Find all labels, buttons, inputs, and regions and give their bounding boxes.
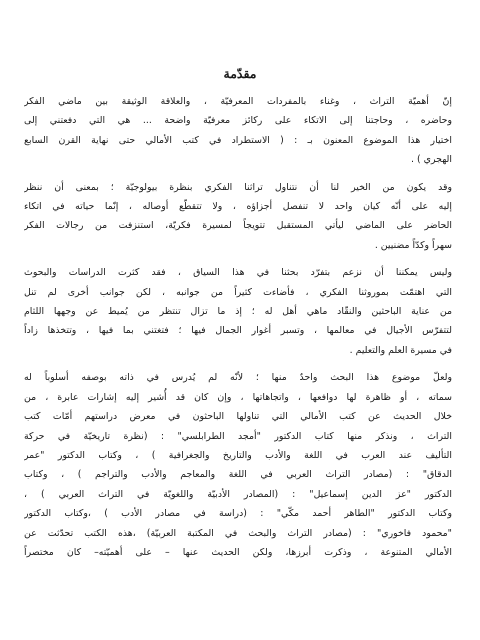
text-line: اختيار هذا الموضوع المعنون بـ : ( الاستطراد في كتب الأمالي حتى نهاية القرن السابع: [24, 134, 452, 146]
document-body: [24, 92, 452, 570]
text-line: وليس يمكننا أن نزعم بتفرّد بحثنا في هذا السياق ، فقد كثرت الدراسات والبحوث: [24, 267, 452, 279]
text-line: التراث ، ونذكر منها كتاب الدكتور "أمجد الطرابلسي" : (نظرة تاريخيّة في حركة: [24, 430, 452, 442]
text-line: سهراً وكدّاً مضنيين .: [374, 239, 452, 251]
text-line: إليه على أنّه كيان واحد لا تنفصل أجزاؤه ، ولا تتقطّع أوصاله ، إنّما حياته في اتكاء: [24, 201, 452, 213]
text-line: "محمود فاخوري" : (مصادر التراث والبحث في المكتبة العربيّة) ،هذه الكتب تحدّثت عن: [24, 527, 452, 539]
text-line: إنّ أهميّة التراث ، وغناء بالمفردات المعرفيّة ، والعلاقة الوثيقة بين ماضي الفكر: [24, 96, 452, 107]
text-line: ولعلّ موضوع هذا البحث واحدٌ منها ؛ لأنّه لم يُدرس في ذاته بوصفه أسلوباً له: [24, 372, 452, 384]
text-line: في مسيرة العلم والتعليم .: [349, 344, 452, 356]
text-line: الدكتور "عز الدين إسماعيل" : (المصادر الأدبيّة واللغويّة في التراث العربي ) ،: [24, 488, 452, 500]
text-line: الحاضر على الماضي ليأتي المستقبل تتويجاً لمسيرة فكريّة، استنزفت من رجالات الفكر: [24, 220, 452, 232]
text-line: الأمالي المتنوعة ، وذكرت أبرزها، ولكن الحديث عنها – على أهميّته– كان مختصراً: [24, 546, 452, 558]
text-line: خلال الحديث عن كتب الأمالي التي تناولها الباحثون في معرض دراستهم أمّات كتب: [24, 411, 452, 423]
paragraph-topic: [24, 368, 452, 562]
paragraph-intro: [24, 92, 452, 170]
text-line: سماته ، أو ظاهرة لها دوافعها ، واتجاهاتها ، وإن كان قد أُشير إليه إشارات عابرة ، من: [24, 391, 452, 403]
text-line: الهجري ) .: [411, 154, 452, 166]
text-line: لتتفرّس الأجيال في معالمها ، وتسبر أغوار الجمال فيها ؛ فتغتني بما فيها ، وتتخذها زاداً: [24, 325, 452, 337]
page-title: مقدّمة: [223, 66, 257, 81]
text-line: وقد يكون من الخير لنا أن نتناول تراثنا الفكري بنظرة بيولوجيّة ؛ بمعنى أن ننظر: [24, 181, 452, 193]
text-line: الدقاق" : (مصادر التراث العربي في اللغة والمعاجم والأدب والتراجم ) ، وكتاب: [24, 469, 452, 481]
paragraph-heritage: [24, 178, 452, 256]
text-line: وحاضره ، وحاجتنا إلى الاتكاء على ركائز معرفيّة واضحة ... هي التي دفعتني إلى: [24, 115, 452, 127]
text-line: التأليف عند العرب في اللغة والأدب والتاريخ والجغرافية ) ، وكتاب الدكتور "عمر: [24, 449, 452, 461]
text-line: وكتاب الدكتور "الطاهر أحمد مكّي" : (دراسة في مصادر الأدب ) ،وكتاب الدكتور: [24, 508, 452, 520]
paragraph-studies: [24, 263, 452, 360]
text-line: من عناية الباحثين والنقّاد ماهي أهل له ؛ إذ ما تزال تنتظر من يُميط عن وجهها اللثام: [24, 306, 452, 318]
text-line: التي اهتمّت بموروثنا الفكري ، فأضاءت كثيراً من جوانبه ، لكن جوانب أخرى لم تنل: [24, 286, 452, 298]
